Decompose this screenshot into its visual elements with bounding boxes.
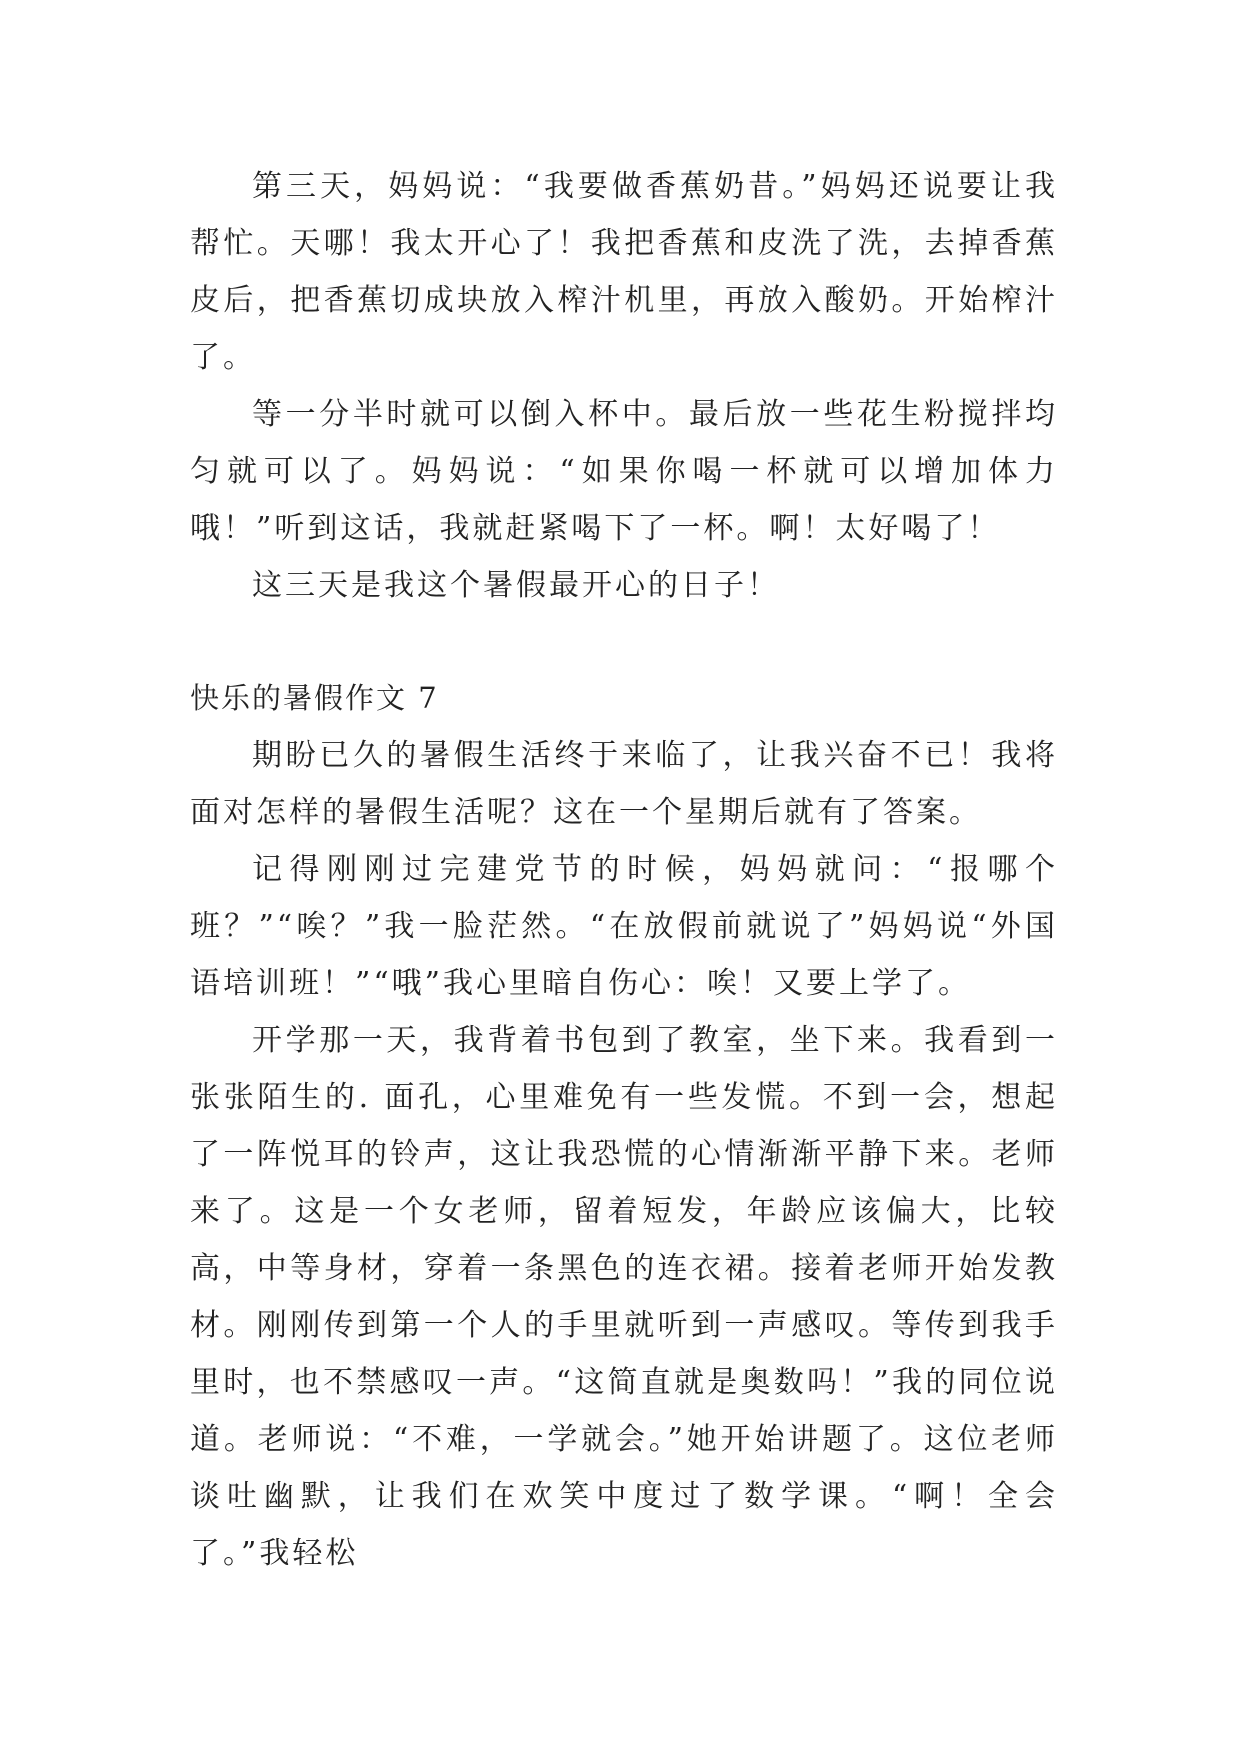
paragraph-training-class: 记得刚刚过完建党节的时候，妈妈就问：“报哪个班？”“唉？”我一脸茫然。“在放假前就说了”妈妈说“外国语培训班！”“哦”我心里暗自伤心：唉！又要上学了。 xyxy=(190,852,1058,1001)
section-spacer xyxy=(190,614,1058,670)
paragraph-banana-milkshake: 第三天，妈妈说：“我要做香蕉奶昔。”妈妈还说要让我帮忙。天哪！我太开心了！我把香蕉和皮洗了洗，去掉香蕉皮后，把香蕉切成块放入榨汁机里，再放入酸奶。开始榨汁了。 xyxy=(190,169,1058,375)
paragraph-summer-arrives: 期盼已久的暑假生活终于来临了，让我兴奋不已！我将面对怎样的暑假生活呢？这在一个星期后就有了答案。 xyxy=(190,738,1058,830)
document-body xyxy=(190,158,1058,1582)
paragraph-happiest-days: 这三天是我这个暑假最开心的日子！ xyxy=(252,568,780,603)
section-title: 快乐的暑假作文 7 xyxy=(190,681,439,715)
paragraph-pour-into-cup: 等一分半时就可以倒入杯中。最后放一些花生粉搅拌均匀就可以了。妈妈说：“如果你喝一杯就可以增加体力哦！”听到这话，我就赶紧喝下了一杯。啊！太好喝了！ xyxy=(190,397,1058,546)
paragraph-first-day: 开学那一天，我背着书包到了教室，坐下来。我看到一张张陌生的. 面孔，心里难免有一些发慌。不到一会，想起了一阵悦耳的铃声，这让我恐慌的心情渐渐平静下来。老师来了。这是一个女老师，留着短发，年龄应该偏大，比较高，中等身材，穿着一条黑色的连衣裙。接着老师开始发教材。刚刚传到第一个人的手里就听到一声感叹。等传到我手里时，也不禁感叹一声。“这简直就是奥数吗！”我的同位说道。老师说：“不难，一学就会。”她开始讲题了。这位老师谈吐幽默，让我们在欢笑中度过了数学课。“啊！全会了。”我轻松 xyxy=(190,1023,1058,1571)
